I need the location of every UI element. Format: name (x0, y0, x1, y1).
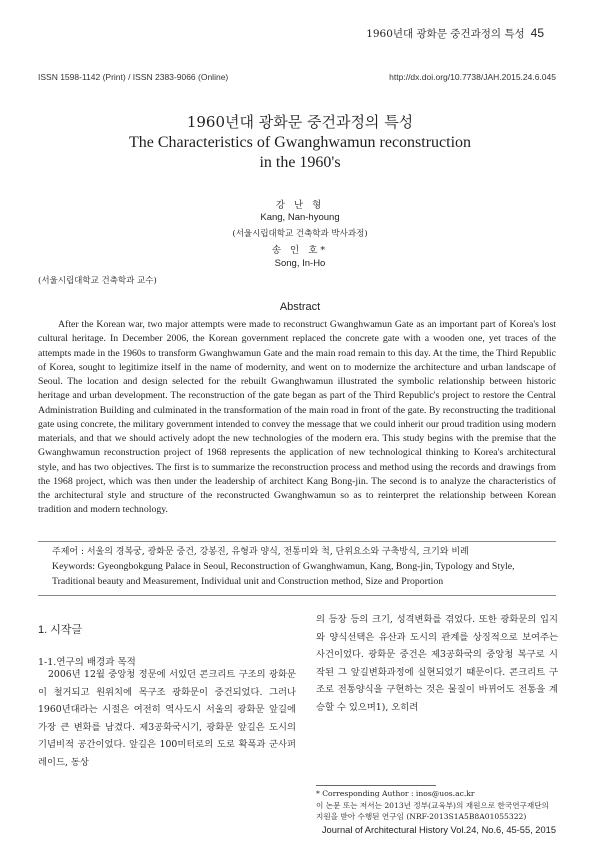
author1-korean-name: 강 난 형 (275, 200, 325, 211)
section-heading: 1. 시작글 (38, 624, 83, 636)
footnote-funding: 이 논문 또는 저서는 2013년 정부(교육부)의 재원으로 한국연구재단의 지원을 받아 수행된 연구임 (NRF-2013S1A5B8A01055322) (316, 801, 549, 821)
footnote-corresponding-author: * Corresponding Author : inos@uos.ac.kr (316, 789, 475, 798)
keywords-english: Keywords: Gyeongbokgung Palace in Seoul, Reconstruction of Gwanghwamun, Kang, Bong-jin, Typology and Style, Traditional beauty and Measurement, Individual unit and Construction method, Size and Proportion (52, 561, 515, 587)
keywords-bottom-rule (38, 595, 556, 596)
keywords-korean: 주제어 : 서울의 경복궁, 광화문 중건, 강봉진, 유형과 양식, 전통미와 척, 단위요소와 구축방식, 크기와 비례 (52, 547, 469, 557)
footnote-rule (316, 785, 436, 786)
running-header (366, 26, 544, 41)
author2-affiliation: (서울시립대학교 건축학과 교수) (38, 276, 157, 286)
abstract-body: After the Korean war, two major attempts were made to reconstruct Gwanghwamun Gate as an important part of Korea's lost cultural heritage. In December 2006, the Korean government replaced the concrete gate with a wooden one, yet traces of the attempts made in the 1960s to transform Gwanghwamun Gate and the main road remain to this day. At the time, the Third Republic of Korea, sought to legitimize itself in the name of modernity, and went on to modernize the architecture and urban landscape of Seoul. The location and design selected for the rebuilt Gwanghwamun illustrated the symbolic relationship between historic heritage and urban development. The reconstruction of the gate began as part of the Third Republic's project to restore the Central Administration Building and culminated in the transformation of the main road in front of the gate. By reconstructing the traditional gate using concrete, the military government intended to convey the message that we could inherit our proud tradition using modern materials, and that we should actively adopt the new technologies of the modern era. This study begins with the premise that the Gwanghwamun reconstruction project of 1968 represents the application of new technological thinking to Korea's architectural style, and has two objectives. The first is to summarize the reconstruction process and method using the records and drawings from the 1968 project, which was then under the leadership of architect Kang Bong-jin. The second is to analyze the characteristics of the architectural style and structure of the reconstructed Gwanghwamun so as to reinterpret the relationship between Korean tradition and modern technology. (38, 319, 557, 516)
journal-footer: Journal of Architectural History Vol.24, No.6, 45-55, 2015 (321, 825, 556, 835)
doi-link[interactable]: http://dx.doi.org/10.7738/JAH.2015.24.6.045 (389, 72, 556, 82)
left-column-body: 2006년 12월 중앙청 정문에 서있던 콘크리트 구조의 광화문이 철거되고 원위치에 목구조 광화문이 중건되었다. 그러나 1960년대라는 시절은 여전히 역사도시 서울의 광화문 앞길에 가장 큰 변화를 남겼다. 제3공화국시기, 광화문 앞길은 도시의 기념비적 공간이었다. 앞길은 100미터로의 도로 확폭과 군사퍼레이드, 동상 (38, 669, 296, 768)
author2-english-name: Song, In-Ho (274, 258, 326, 269)
author1-affiliation: (서울시립대학교 건축학과 박사과정) (232, 229, 368, 239)
keywords-top-rule (38, 541, 556, 542)
page-number: 45 (530, 26, 544, 40)
title-english-line1: The Characteristics of Gwanghwamun reconstruction (128, 134, 472, 151)
issn-line: ISSN 1598-1142 (Print) / ISSN 2383-9066 (Online) (38, 72, 229, 82)
running-title: 1960년대 광화문 중건과정의 특성 (366, 28, 525, 40)
author1-english-name: Kang, Nan-hyoung (260, 212, 340, 223)
title-english-line2: in the 1960's (259, 154, 341, 171)
abstract-heading: Abstract (279, 301, 321, 313)
right-column-body: 의 등장 등의 크기, 성격변화를 겪었다. 또한 광화문의 입지와 양식선택은 유산과 도시의 관계를 상징적으로 보여주는 사건이었다. 광화문 중건은 제3공화국의 중앙청 복구로 시작된 그 앞길변화과정에 실현되었기 때문이다. 콘크리트 구조로 전통양식을 구현하는 것은 물질이 바뀌어도 전통을 계승할 수 있으며1), 오히려 (316, 614, 558, 713)
author2-korean-name: 송 인 호* (271, 245, 329, 256)
title-korean: 1960년대 광화문 중건과정의 특성 (186, 113, 414, 131)
subsection-heading: 1-1.연구의 배경과 목적 (38, 657, 136, 668)
